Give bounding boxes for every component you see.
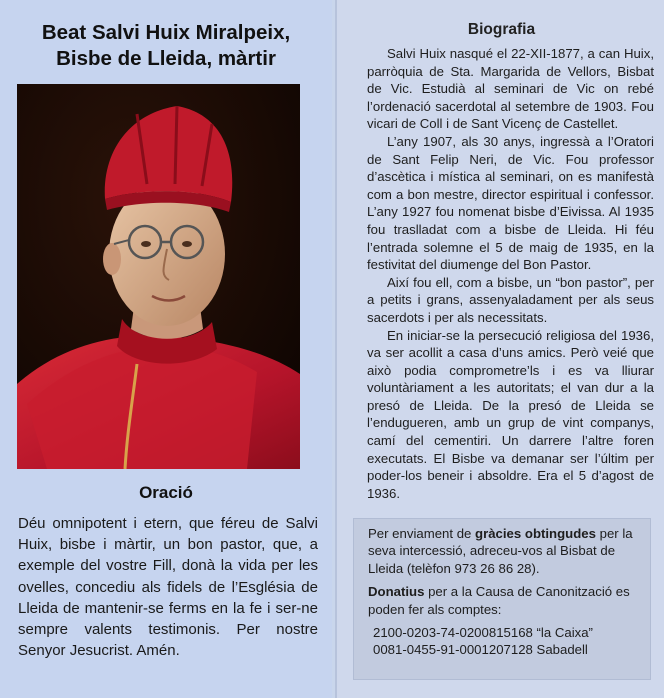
graces-prefix: Per enviament de bbox=[368, 526, 476, 541]
right-panel bbox=[335, 0, 664, 698]
page-title bbox=[0, 20, 332, 72]
contact-box bbox=[353, 518, 651, 680]
biography-heading: Biografia bbox=[467, 21, 536, 38]
bank-account-1: 2100-0203-74-0200815168 “la Caixa” bbox=[373, 625, 593, 641]
donations-suffix: per a la Causa de Canonització es poden fer als comptes: bbox=[368, 584, 630, 617]
graces-paragraph bbox=[368, 525, 650, 577]
donations-bold: Donatius bbox=[368, 584, 425, 600]
bio-paragraph: Salvi Huix nasqué el 22-XII-1877, a can Huix, parròquia de Sta. Margarida de Vellors, Bisbat de Vic. Estudià al seminari de Vic on rebé l’ordenació sacerdotal al setembre de 1903. Fou vicari de Coll i de Sant Vicenç de Castellet. bbox=[367, 46, 654, 132]
prayer-text: Déu omnipotent i etern, que féreu de Salvi Huix, bisbe i màrtir, un bon pastor, que, a exemple del vostre Fill, donà la vida per les ovelles, concediu als fidels de l’Església de Lleida de mantenir-se ferms en la fe i ser-ne sempre valents testimonis. Per nostre Senyor Jesucrist. Amén. bbox=[18, 515, 318, 660]
title-line-2: Bisbe de Lleida, màrtir bbox=[56, 47, 276, 70]
prayer-heading: Oració bbox=[139, 483, 193, 502]
bio-paragraph: Així fou ell, com a bisbe, un “bon pastor”, per a petits i grans, assenyaladament per als seus sacerdots i per als necessitats. bbox=[367, 274, 654, 325]
biography-text bbox=[367, 45, 654, 502]
bio-paragraph: En iniciar-se la persecució religiosa del 1936, va ser acollit a casa d’uns amics. Però veié que això podia comprometre’ls i es va lliurar voluntàriament a les autoritats; el van dur a la presó de Lleida. De la presó de Lleida se l’endugueren, amb un grup de vint companys, camí del cementiri. Un darrere l’altre foren executats. El Bisbe va demanar ser l’últim per poder-los beneir i absoldre. Era el 5 d’agost de 1936. bbox=[367, 327, 654, 501]
bio-paragraph: L’any 1907, als 30 anys, ingressà a l’Oratori de Sant Felip Neri, de Vic. Fou professor d’ascètica i mística al seminari, on es manifestà com a bon mestre, director espiritual i confessor. L’any 1927 fou nomenat bisbe d’Eivissa. Al 1935 fou traslladat com a bisbe de Lleida. Hi féu l’entrada solemne el 5 de maig de 1935, en la festivitat del diumenge del Bon Pastor. bbox=[367, 133, 654, 273]
graces-bold: gràcies obtingudes bbox=[475, 526, 596, 541]
bishop-portrait bbox=[17, 84, 300, 469]
bank-account-2: 0081-0455-91-0001207128 Sabadell bbox=[373, 642, 588, 658]
donations-paragraph bbox=[368, 583, 650, 618]
graces-suffix: per la seva intercessió, adreceu-vos al Bisbat de Lleida (telèfon 973 26 86 28). bbox=[368, 526, 633, 576]
title-line-1: Beat Salvi Huix Miralpeix, bbox=[41, 21, 291, 44]
